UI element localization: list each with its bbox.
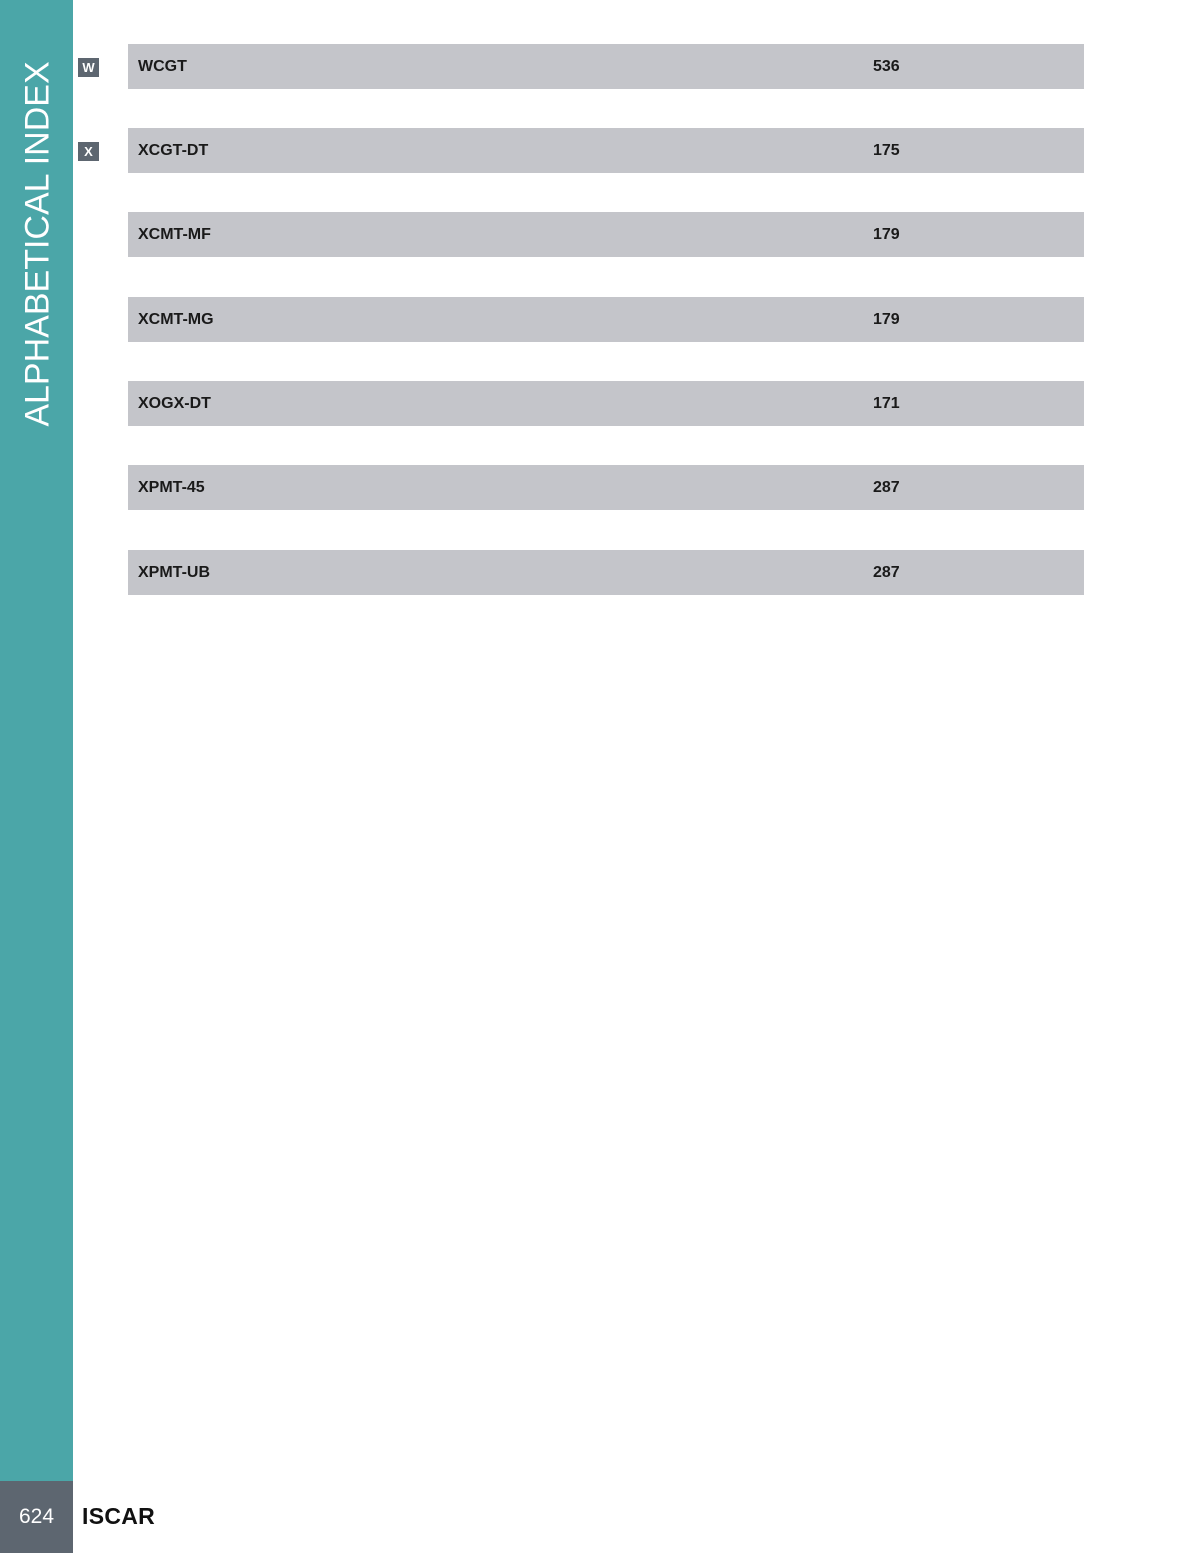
entry-page-number: 179 xyxy=(873,311,900,328)
section-letter-x: X xyxy=(78,142,99,161)
entry-name: XPMT-45 xyxy=(138,479,205,496)
index-entry xyxy=(128,44,1084,89)
entry-page-number: 171 xyxy=(873,395,900,412)
index-entry xyxy=(128,381,1084,426)
index-entry xyxy=(128,128,1084,173)
entry-page-number: 287 xyxy=(873,479,900,496)
page-number: 624 xyxy=(0,1481,73,1553)
sidebar-title: ALPHABETICAL INDEX xyxy=(18,61,57,427)
index-entry xyxy=(128,212,1084,257)
index-entry xyxy=(128,297,1084,342)
entry-page-number: 536 xyxy=(873,58,900,75)
entry-name: XCMT-MF xyxy=(138,226,211,243)
entry-name: WCGT xyxy=(138,58,187,75)
index-entry xyxy=(128,465,1084,510)
entry-page-number: 175 xyxy=(873,142,900,159)
entry-page-number: 287 xyxy=(873,564,900,581)
entry-name: XCGT-DT xyxy=(138,142,209,159)
brand-logo-text: ISCAR xyxy=(82,1503,156,1529)
sidebar-tab xyxy=(0,0,73,1481)
entry-page-number: 179 xyxy=(873,226,900,243)
section-letter-w: W xyxy=(78,58,99,77)
entry-name: XPMT-UB xyxy=(138,564,210,581)
entry-name: XCMT-MG xyxy=(138,311,214,328)
entry-name: XOGX-DT xyxy=(138,395,211,412)
index-entry xyxy=(128,550,1084,595)
